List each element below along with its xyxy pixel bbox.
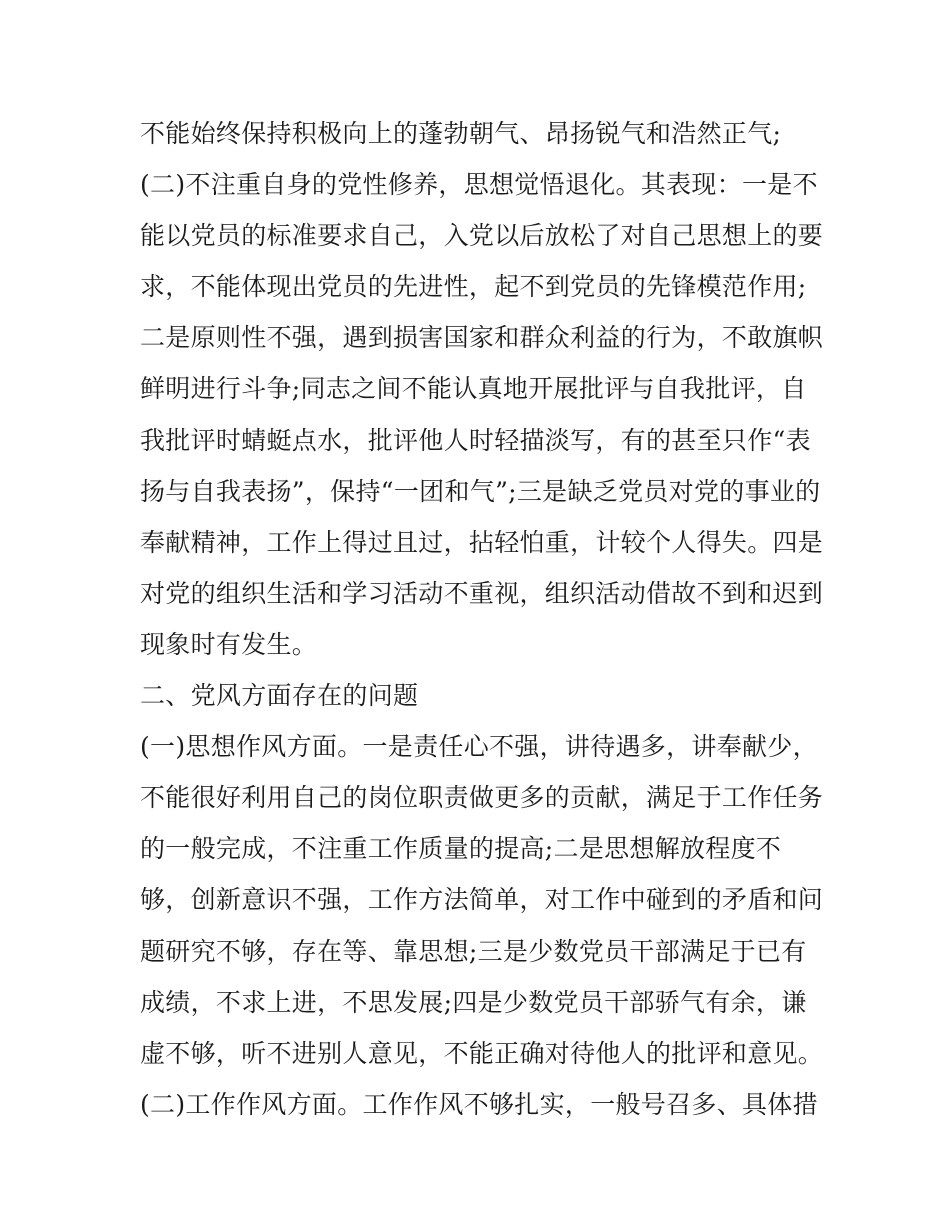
body-text — [140, 108, 824, 1130]
text-line-16: 够，创新意识不强，工作方法简单，对工作中碰到的矛盾和问 — [140, 885, 824, 915]
text-line-15: 的一般完成，不注重工作质量的提高;二是思想解放程度不 — [140, 834, 782, 864]
text-line-3: 能以党员的标准要求自己，入党以后放松了对自己思想上的要 — [140, 221, 824, 251]
text-line-14: 不能很好利用自己的岗位职责做更多的贡献，满足于工作任务 — [140, 783, 824, 813]
text-line-20: (二)工作作风方面。工作作风不够扎实，一般号召多、具体措 — [140, 1089, 818, 1119]
text-line-19: 虚不够，听不进别人意见，不能正确对待他人的批评和意见。 — [140, 1038, 824, 1068]
text-line-7: 我批评时蜻蜓点水，批评他人时轻描淡写，有的甚至只作“表 — [140, 425, 811, 455]
text-line-9: 奉献精神，工作上得过且过，拈轻怕重，计较个人得失。四是 — [140, 527, 824, 557]
text-line-5: 二是原则性不强，遇到损害国家和群众利益的行为，不敢旗帜 — [140, 323, 824, 353]
text-line-4: 求，不能体现出党员的先进性，起不到党员的先锋模范作用; — [140, 272, 807, 302]
text-line-2: (二)不注重自身的党性修养，思想觉悟退化。其表现：一是不 — [140, 170, 818, 200]
section-heading: 二、党风方面存在的问题 — [140, 681, 419, 711]
text-line-13: (一)思想作风方面。一是责任心不强，讲待遇多，讲奉献少， — [140, 732, 818, 762]
text-line-10: 对党的组织生活和学习活动不重视，组织活动借故不到和迟到 — [140, 578, 824, 608]
text-line-18: 成绩，不求上进，不思发展;四是少数党员干部骄气有余，谦 — [140, 987, 807, 1017]
text-line-6: 鲜明进行斗争;同志之间不能认真地开展批评与自我批评，自 — [140, 374, 807, 404]
text-line-11: 现象时有发生。 — [140, 629, 318, 659]
text-line-17: 题研究不够，存在等、靠思想;三是少数党员干部满足于已有 — [140, 936, 807, 966]
text-line-1: 不能始终保持积极向上的蓬勃朝气、昂扬锐气和浩然正气; — [140, 119, 782, 148]
text-line-8: 扬与自我表扬”，保持“一团和气”;三是缺乏党员对党的事业的 — [140, 476, 821, 506]
